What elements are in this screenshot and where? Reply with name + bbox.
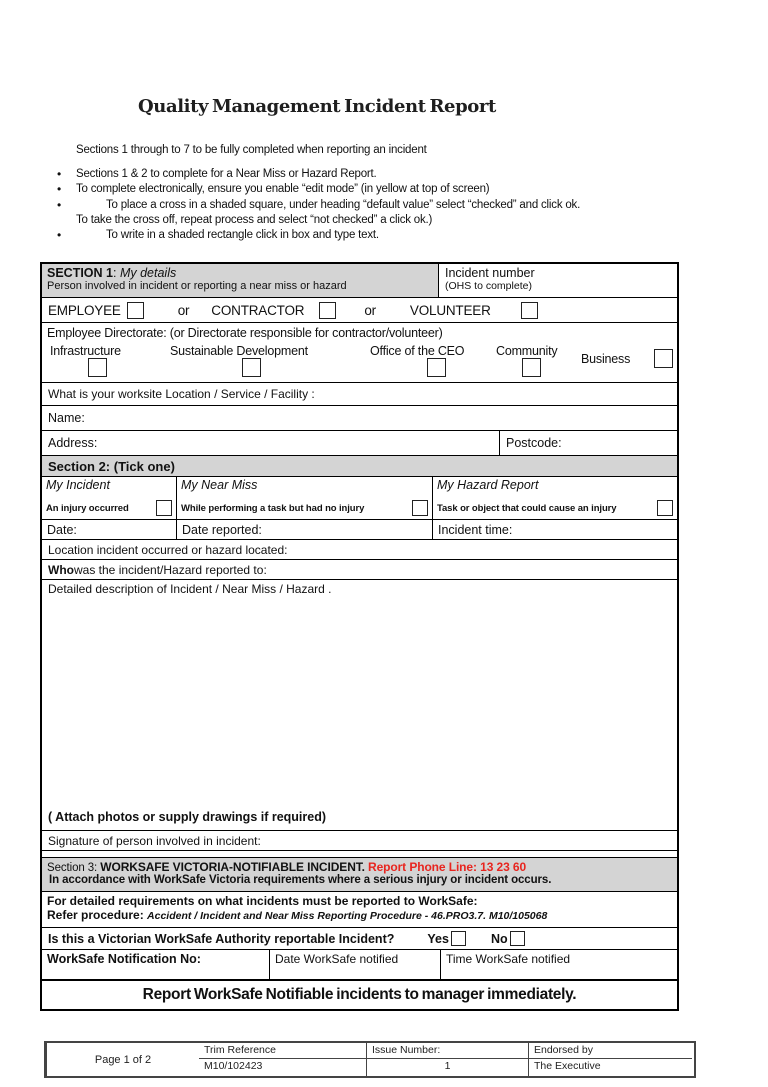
date-worksafe-notified-label: Date WorkSafe notified — [275, 952, 399, 966]
footer-trim-reference-header: Trim Reference — [199, 1043, 366, 1059]
employee-label: EMPLOYEE — [48, 302, 121, 318]
attach-note: ( Attach photos or supply drawings if required) — [48, 810, 327, 824]
incident-form — [40, 262, 679, 1011]
name-field[interactable] — [42, 405, 677, 430]
volunteer-label: VOLUNTEER — [409, 302, 491, 318]
instruction-text: Sections 1 & 2 to complete for a Near Miss or Hazard Report. — [76, 168, 377, 180]
section3-prefix: Section 3: — [47, 862, 101, 874]
my-incident-desc: An injury occurred — [46, 503, 129, 514]
spacer-row — [42, 850, 677, 857]
section1-label: SECTION 1 — [47, 266, 113, 280]
section3-heading: WORKSAFE VICTORIA-NOTIFIABLE INCIDENT. — [100, 860, 365, 874]
incident-number-sublabel: (OHS to complete) — [445, 280, 532, 292]
date-field[interactable] — [42, 520, 176, 539]
worksafe-notification-row — [42, 949, 677, 979]
refer-procedure-label: Refer procedure: — [47, 908, 148, 922]
instruction-item — [57, 198, 717, 213]
volunteer-checkbox[interactable] — [521, 302, 538, 319]
footer-table — [44, 1041, 696, 1078]
office-of-the-ceo-checkbox[interactable] — [427, 358, 446, 377]
my-hazard-report-checkbox[interactable] — [657, 500, 673, 516]
my-hazard-report-column — [432, 477, 677, 519]
instruction-item — [57, 182, 717, 197]
address-label: Address: — [48, 436, 98, 450]
footer-endorsed-by-value: The Executive — [528, 1059, 692, 1076]
who-label-rest: was the incident/Hazard reported to: — [74, 562, 267, 577]
instruction-item — [57, 167, 717, 182]
bullet-icon — [57, 167, 76, 182]
my-near-miss-title: My Near Miss — [181, 478, 258, 492]
footer-endorsed-by-header: Endorsed by — [528, 1043, 692, 1059]
incident-number-field[interactable] — [438, 264, 677, 297]
sustainable-development-label: Sustainable Development — [170, 344, 308, 358]
instruction-item — [57, 213, 717, 227]
refer-procedure-row — [42, 891, 677, 927]
infrastructure-checkbox[interactable] — [88, 358, 107, 377]
date-reported-label: Date reported: — [182, 522, 262, 537]
instruction-item — [57, 228, 717, 243]
detail-requirements-line: For detailed requirements on what incidents must be reported to WorkSafe: — [47, 894, 478, 908]
community-checkbox[interactable] — [522, 358, 541, 377]
bullet-icon — [57, 228, 76, 243]
who-label-bold: Who — [48, 562, 74, 577]
report-banner-text: Report WorkSafe Notifiable incidents to manager immediately. — [142, 986, 577, 1003]
who-reported-field[interactable] — [42, 559, 677, 579]
my-incident-checkbox[interactable] — [156, 500, 172, 516]
instruction-text: To place a cross in a shaded square, under heading “default value” select “checked” and click ok. — [106, 198, 581, 211]
no-label: No — [490, 931, 508, 946]
location-field[interactable] — [42, 539, 677, 559]
no-checkbox[interactable] — [510, 931, 525, 946]
business-checkbox[interactable] — [654, 349, 673, 368]
infrastructure-label: Infrastructure — [50, 344, 121, 358]
my-incident-title: My Incident — [46, 478, 110, 492]
report-phone-line: Report Phone Line: 13 23 60 — [368, 860, 527, 874]
intro-line: Sections 1 through to 7 to be fully completed when reporting an incident — [76, 144, 427, 156]
date-reported-field[interactable] — [176, 520, 432, 539]
postcode-label: Postcode: — [506, 436, 562, 450]
incident-time-field[interactable] — [432, 520, 677, 539]
refer-procedure-value: Accident / Incident and Near Miss Reporting Procedure - 46.PRO3.7. M10/105068 — [147, 910, 548, 922]
person-type-row — [42, 297, 677, 322]
or-label: or — [177, 302, 190, 318]
worksite-label: What is your worksite Location / Service / Facility : — [48, 387, 315, 401]
sustainable-development-checkbox[interactable] — [242, 358, 261, 377]
my-hazard-report-desc: Task or object that could cause an injury — [437, 503, 617, 514]
section1-heading — [42, 264, 438, 297]
date-label: Date: — [47, 522, 77, 537]
location-label: Location incident occurred or hazard located: — [48, 542, 288, 557]
page-title: Quality Management Incident Report — [138, 96, 496, 117]
report-banner — [42, 979, 677, 1009]
footer-page-number: Page 1 of 2 — [46, 1043, 199, 1076]
tick-one-row — [42, 476, 677, 519]
or-label: or — [364, 302, 376, 318]
worksite-field[interactable] — [42, 382, 677, 405]
time-worksafe-notified-field[interactable] — [440, 950, 677, 979]
yes-checkbox[interactable] — [451, 931, 466, 946]
section1-subtitle: My details — [119, 266, 177, 280]
instruction-list — [57, 167, 717, 243]
contractor-label: CONTRACTOR — [211, 302, 305, 318]
name-label: Name: — [48, 411, 85, 425]
my-hazard-report-title: My Hazard Report — [437, 478, 539, 492]
date-worksafe-notified-field[interactable] — [269, 950, 440, 979]
instruction-text: To complete electronically, ensure you enable “edit mode” (in yellow at top of screen) — [76, 183, 490, 196]
directorate-label: Employee Directorate: (or Directorate responsible for contractor/volunteer) — [47, 326, 443, 340]
time-worksafe-notified-label: Time WorkSafe notified — [446, 952, 571, 966]
footer-issue-number-header: Issue Number: — [366, 1043, 528, 1059]
my-near-miss-column — [176, 477, 432, 519]
instruction-text: To take the cross off, repeat process and select “not checked” a click ok.) — [76, 214, 433, 227]
directorate-row — [42, 322, 677, 382]
signature-label: Signature of person involved in incident: — [48, 833, 261, 848]
bullet-icon — [57, 182, 76, 197]
incident-number-label: Incident number — [445, 266, 535, 280]
section2-header — [42, 455, 677, 476]
footer-issue-number-value: 1 — [366, 1059, 528, 1076]
section2-heading: Section 2: (Tick one) — [48, 458, 175, 474]
office-of-the-ceo-label: Office of the CEO — [370, 344, 465, 358]
community-label: Community — [496, 344, 558, 358]
contractor-checkbox[interactable] — [319, 302, 336, 319]
employee-checkbox[interactable] — [127, 302, 144, 319]
worksafe-notification-no-label: WorkSafe Notification No: — [47, 952, 201, 966]
description-field[interactable] — [42, 579, 677, 830]
yes-label: Yes — [427, 931, 449, 946]
address-field[interactable] — [42, 431, 499, 455]
reportable-question: Is this a Victorian WorkSafe Authority reportable Incident? — [48, 931, 395, 946]
section1-header-row — [42, 264, 677, 297]
description-label: Detailed description of Incident / Near Miss / Hazard . — [48, 582, 332, 596]
my-incident-column — [42, 477, 176, 519]
bullet-icon — [57, 213, 76, 227]
section1-sep: : — [113, 266, 120, 280]
date-row — [42, 519, 677, 539]
section1-description: Person involved in incident or reporting a near miss or hazard — [47, 280, 347, 292]
section3-header — [42, 857, 677, 891]
bullet-icon — [57, 198, 76, 213]
postcode-field[interactable] — [499, 431, 677, 455]
signature-field[interactable] — [42, 830, 677, 850]
reportable-question-row — [42, 927, 677, 949]
my-near-miss-checkbox[interactable] — [412, 500, 428, 516]
worksafe-notification-no-field[interactable] — [42, 950, 269, 979]
instruction-text: To write in a shaded rectangle click in box and type text. — [106, 228, 379, 241]
section3-subheading: In accordance with WorkSafe Victoria requirements where a serious injury or incident occurs. — [49, 874, 552, 886]
my-near-miss-desc: While performing a task but had no injury — [181, 503, 365, 514]
incident-time-label: Incident time: — [438, 522, 513, 537]
address-row — [42, 430, 677, 455]
footer-trim-reference-value: M10/102423 — [204, 1060, 263, 1072]
business-label: Business — [581, 352, 631, 366]
